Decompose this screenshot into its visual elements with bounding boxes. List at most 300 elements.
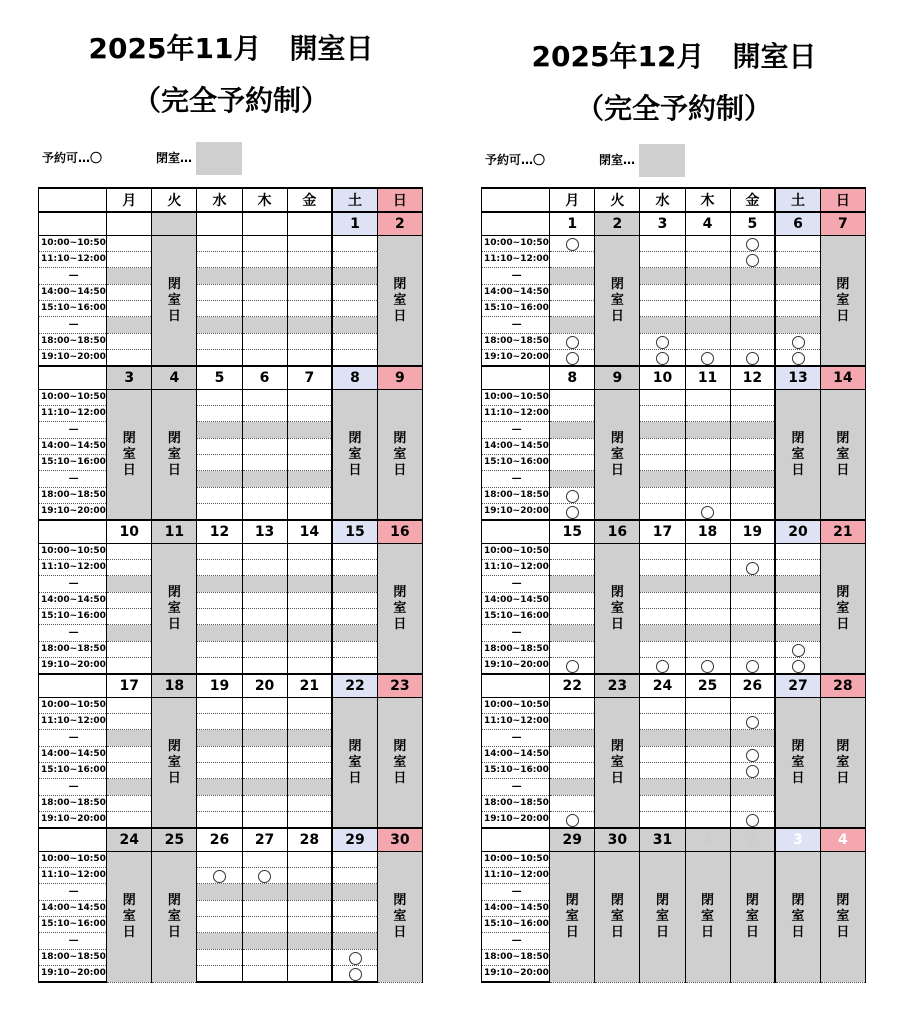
slot-cell[interactable] xyxy=(287,504,332,521)
slot-cell[interactable] xyxy=(107,268,152,285)
slot-cell[interactable] xyxy=(685,642,730,658)
slot-cell[interactable] xyxy=(685,658,730,675)
slot-cell[interactable] xyxy=(197,917,242,933)
slot-cell[interactable] xyxy=(287,285,332,301)
slot-cell[interactable] xyxy=(242,763,287,779)
slot-cell[interactable] xyxy=(242,471,287,488)
slot-cell[interactable] xyxy=(775,268,820,285)
slot-cell[interactable] xyxy=(640,471,685,488)
slot-cell[interactable] xyxy=(332,268,377,285)
slot-cell[interactable] xyxy=(685,763,730,779)
slot-cell[interactable] xyxy=(287,763,332,779)
slot-cell[interactable] xyxy=(685,560,730,576)
slot-cell[interactable] xyxy=(685,779,730,796)
slot-cell[interactable] xyxy=(242,950,287,966)
slot-cell[interactable] xyxy=(640,763,685,779)
slot-cell[interactable] xyxy=(640,439,685,455)
slot-cell[interactable] xyxy=(640,285,685,301)
slot-cell[interactable] xyxy=(685,406,730,422)
slot-cell[interactable] xyxy=(332,852,377,868)
slot-cell[interactable] xyxy=(197,301,242,317)
available-mark-icon[interactable] xyxy=(213,870,226,883)
available-mark-icon[interactable] xyxy=(656,660,669,673)
slot-cell[interactable] xyxy=(242,544,287,560)
slot-cell[interactable] xyxy=(332,966,377,983)
available-mark-icon[interactable] xyxy=(258,870,271,883)
slot-cell[interactable] xyxy=(775,252,820,268)
slot-cell[interactable] xyxy=(242,334,287,350)
slot-cell[interactable] xyxy=(685,236,730,252)
slot-cell[interactable] xyxy=(107,730,152,747)
slot-cell[interactable] xyxy=(550,439,595,455)
slot-cell[interactable] xyxy=(730,544,775,560)
slot-cell[interactable] xyxy=(197,268,242,285)
slot-cell[interactable] xyxy=(287,933,332,950)
slot-cell[interactable] xyxy=(550,544,595,560)
slot-cell[interactable] xyxy=(332,317,377,334)
slot-cell[interactable] xyxy=(287,779,332,796)
slot-cell[interactable] xyxy=(107,560,152,576)
slot-cell[interactable] xyxy=(730,301,775,317)
slot-cell[interactable] xyxy=(550,406,595,422)
slot-cell[interactable] xyxy=(242,439,287,455)
available-mark-icon[interactable] xyxy=(746,716,759,729)
slot-cell[interactable] xyxy=(287,593,332,609)
slot-cell[interactable] xyxy=(197,439,242,455)
slot-cell[interactable] xyxy=(332,868,377,884)
slot-cell[interactable] xyxy=(242,868,287,884)
slot-cell[interactable] xyxy=(107,625,152,642)
slot-cell[interactable] xyxy=(640,560,685,576)
slot-cell[interactable] xyxy=(107,812,152,829)
slot-cell[interactable] xyxy=(287,852,332,868)
slot-cell[interactable] xyxy=(685,576,730,593)
slot-cell[interactable] xyxy=(640,730,685,747)
available-mark-icon[interactable] xyxy=(746,660,759,673)
slot-cell[interactable] xyxy=(242,796,287,812)
slot-cell[interactable] xyxy=(730,658,775,675)
slot-cell[interactable] xyxy=(550,625,595,642)
slot-cell[interactable] xyxy=(730,350,775,367)
slot-cell[interactable] xyxy=(332,950,377,966)
slot-cell[interactable] xyxy=(242,317,287,334)
slot-cell[interactable] xyxy=(685,317,730,334)
slot-cell[interactable] xyxy=(550,812,595,829)
slot-cell[interactable] xyxy=(550,422,595,439)
slot-cell[interactable] xyxy=(242,658,287,675)
slot-cell[interactable] xyxy=(332,236,377,252)
slot-cell[interactable] xyxy=(287,471,332,488)
slot-cell[interactable] xyxy=(640,609,685,625)
slot-cell[interactable] xyxy=(640,236,685,252)
slot-cell[interactable] xyxy=(242,252,287,268)
slot-cell[interactable] xyxy=(640,504,685,521)
slot-cell[interactable] xyxy=(197,730,242,747)
available-mark-icon[interactable] xyxy=(746,814,759,827)
slot-cell[interactable] xyxy=(332,593,377,609)
slot-cell[interactable] xyxy=(107,252,152,268)
slot-cell[interactable] xyxy=(197,884,242,901)
slot-cell[interactable] xyxy=(730,334,775,350)
slot-cell[interactable] xyxy=(640,544,685,560)
slot-cell[interactable] xyxy=(685,455,730,471)
slot-cell[interactable] xyxy=(640,252,685,268)
slot-cell[interactable] xyxy=(775,642,820,658)
slot-cell[interactable] xyxy=(685,334,730,350)
slot-cell[interactable] xyxy=(242,422,287,439)
available-mark-icon[interactable] xyxy=(746,749,759,762)
slot-cell[interactable] xyxy=(550,747,595,763)
slot-cell[interactable] xyxy=(685,301,730,317)
slot-cell[interactable] xyxy=(242,576,287,593)
slot-cell[interactable] xyxy=(242,301,287,317)
slot-cell[interactable] xyxy=(197,642,242,658)
slot-cell[interactable] xyxy=(197,868,242,884)
slot-cell[interactable] xyxy=(550,779,595,796)
slot-cell[interactable] xyxy=(287,698,332,714)
slot-cell[interactable] xyxy=(550,390,595,406)
slot-cell[interactable] xyxy=(640,350,685,367)
available-mark-icon[interactable] xyxy=(746,562,759,575)
available-mark-icon[interactable] xyxy=(566,660,579,673)
slot-cell[interactable] xyxy=(197,658,242,675)
available-mark-icon[interactable] xyxy=(792,336,805,349)
slot-cell[interactable] xyxy=(197,560,242,576)
slot-cell[interactable] xyxy=(242,593,287,609)
available-mark-icon[interactable] xyxy=(349,952,362,965)
slot-cell[interactable] xyxy=(107,576,152,593)
slot-cell[interactable] xyxy=(640,301,685,317)
slot-cell[interactable] xyxy=(107,350,152,367)
slot-cell[interactable] xyxy=(107,796,152,812)
slot-cell[interactable] xyxy=(685,488,730,504)
slot-cell[interactable] xyxy=(550,730,595,747)
slot-cell[interactable] xyxy=(775,609,820,625)
slot-cell[interactable] xyxy=(197,544,242,560)
slot-cell[interactable] xyxy=(197,901,242,917)
slot-cell[interactable] xyxy=(730,576,775,593)
slot-cell[interactable] xyxy=(197,406,242,422)
slot-cell[interactable] xyxy=(287,301,332,317)
slot-cell[interactable] xyxy=(287,796,332,812)
slot-cell[interactable] xyxy=(640,812,685,829)
slot-cell[interactable] xyxy=(775,334,820,350)
available-mark-icon[interactable] xyxy=(566,352,579,365)
slot-cell[interactable] xyxy=(550,593,595,609)
slot-cell[interactable] xyxy=(242,917,287,933)
slot-cell[interactable] xyxy=(287,576,332,593)
available-mark-icon[interactable] xyxy=(566,336,579,349)
slot-cell[interactable] xyxy=(287,642,332,658)
slot-cell[interactable] xyxy=(640,779,685,796)
slot-cell[interactable] xyxy=(730,625,775,642)
slot-cell[interactable] xyxy=(730,268,775,285)
slot-cell[interactable] xyxy=(287,560,332,576)
slot-cell[interactable] xyxy=(730,642,775,658)
slot-cell[interactable] xyxy=(685,252,730,268)
slot-cell[interactable] xyxy=(287,868,332,884)
slot-cell[interactable] xyxy=(730,406,775,422)
slot-cell[interactable] xyxy=(640,658,685,675)
slot-cell[interactable] xyxy=(685,812,730,829)
slot-cell[interactable] xyxy=(242,698,287,714)
slot-cell[interactable] xyxy=(640,642,685,658)
slot-cell[interactable] xyxy=(775,593,820,609)
slot-cell[interactable] xyxy=(107,763,152,779)
available-mark-icon[interactable] xyxy=(746,238,759,251)
slot-cell[interactable] xyxy=(197,334,242,350)
available-mark-icon[interactable] xyxy=(701,506,714,519)
slot-cell[interactable] xyxy=(640,268,685,285)
slot-cell[interactable] xyxy=(287,658,332,675)
slot-cell[interactable] xyxy=(685,698,730,714)
slot-cell[interactable] xyxy=(107,236,152,252)
slot-cell[interactable] xyxy=(197,609,242,625)
slot-cell[interactable] xyxy=(550,763,595,779)
slot-cell[interactable] xyxy=(730,504,775,521)
slot-cell[interactable] xyxy=(332,560,377,576)
slot-cell[interactable] xyxy=(730,252,775,268)
slot-cell[interactable] xyxy=(550,642,595,658)
slot-cell[interactable] xyxy=(287,544,332,560)
slot-cell[interactable] xyxy=(197,812,242,829)
slot-cell[interactable] xyxy=(107,714,152,730)
slot-cell[interactable] xyxy=(775,350,820,367)
slot-cell[interactable] xyxy=(640,698,685,714)
slot-cell[interactable] xyxy=(197,252,242,268)
slot-cell[interactable] xyxy=(550,236,595,252)
slot-cell[interactable] xyxy=(685,544,730,560)
slot-cell[interactable] xyxy=(197,576,242,593)
slot-cell[interactable] xyxy=(550,796,595,812)
slot-cell[interactable] xyxy=(287,884,332,901)
slot-cell[interactable] xyxy=(550,658,595,675)
slot-cell[interactable] xyxy=(640,747,685,763)
slot-cell[interactable] xyxy=(640,714,685,730)
slot-cell[interactable] xyxy=(775,285,820,301)
slot-cell[interactable] xyxy=(332,642,377,658)
slot-cell[interactable] xyxy=(287,455,332,471)
slot-cell[interactable] xyxy=(197,933,242,950)
slot-cell[interactable] xyxy=(242,625,287,642)
slot-cell[interactable] xyxy=(332,933,377,950)
slot-cell[interactable] xyxy=(332,544,377,560)
slot-cell[interactable] xyxy=(685,609,730,625)
slot-cell[interactable] xyxy=(730,439,775,455)
available-mark-icon[interactable] xyxy=(701,660,714,673)
slot-cell[interactable] xyxy=(287,422,332,439)
slot-cell[interactable] xyxy=(640,422,685,439)
slot-cell[interactable] xyxy=(107,593,152,609)
slot-cell[interactable] xyxy=(107,301,152,317)
slot-cell[interactable] xyxy=(685,422,730,439)
slot-cell[interactable] xyxy=(107,317,152,334)
slot-cell[interactable] xyxy=(332,285,377,301)
slot-cell[interactable] xyxy=(287,406,332,422)
slot-cell[interactable] xyxy=(242,901,287,917)
slot-cell[interactable] xyxy=(242,714,287,730)
slot-cell[interactable] xyxy=(775,576,820,593)
slot-cell[interactable] xyxy=(640,488,685,504)
slot-cell[interactable] xyxy=(550,471,595,488)
slot-cell[interactable] xyxy=(287,252,332,268)
slot-cell[interactable] xyxy=(640,390,685,406)
slot-cell[interactable] xyxy=(287,488,332,504)
slot-cell[interactable] xyxy=(550,317,595,334)
slot-cell[interactable] xyxy=(242,406,287,422)
slot-cell[interactable] xyxy=(730,593,775,609)
available-mark-icon[interactable] xyxy=(656,352,669,365)
available-mark-icon[interactable] xyxy=(656,336,669,349)
slot-cell[interactable] xyxy=(685,747,730,763)
slot-cell[interactable] xyxy=(550,268,595,285)
slot-cell[interactable] xyxy=(242,560,287,576)
slot-cell[interactable] xyxy=(197,714,242,730)
available-mark-icon[interactable] xyxy=(792,352,805,365)
slot-cell[interactable] xyxy=(775,560,820,576)
slot-cell[interactable] xyxy=(640,576,685,593)
slot-cell[interactable] xyxy=(197,390,242,406)
available-mark-icon[interactable] xyxy=(746,352,759,365)
slot-cell[interactable] xyxy=(550,609,595,625)
slot-cell[interactable] xyxy=(242,642,287,658)
slot-cell[interactable] xyxy=(287,350,332,367)
available-mark-icon[interactable] xyxy=(349,968,362,981)
slot-cell[interactable] xyxy=(730,730,775,747)
available-mark-icon[interactable] xyxy=(566,506,579,519)
slot-cell[interactable] xyxy=(685,714,730,730)
slot-cell[interactable] xyxy=(197,747,242,763)
available-mark-icon[interactable] xyxy=(566,238,579,251)
slot-cell[interactable] xyxy=(332,334,377,350)
slot-cell[interactable] xyxy=(730,698,775,714)
slot-cell[interactable] xyxy=(550,488,595,504)
slot-cell[interactable] xyxy=(685,439,730,455)
slot-cell[interactable] xyxy=(685,593,730,609)
slot-cell[interactable] xyxy=(242,504,287,521)
slot-cell[interactable] xyxy=(775,236,820,252)
slot-cell[interactable] xyxy=(242,779,287,796)
slot-cell[interactable] xyxy=(197,504,242,521)
slot-cell[interactable] xyxy=(107,658,152,675)
slot-cell[interactable] xyxy=(730,609,775,625)
slot-cell[interactable] xyxy=(550,334,595,350)
slot-cell[interactable] xyxy=(332,917,377,933)
slot-cell[interactable] xyxy=(332,301,377,317)
slot-cell[interactable] xyxy=(730,763,775,779)
slot-cell[interactable] xyxy=(332,350,377,367)
slot-cell[interactable] xyxy=(242,488,287,504)
slot-cell[interactable] xyxy=(197,236,242,252)
slot-cell[interactable] xyxy=(197,285,242,301)
slot-cell[interactable] xyxy=(775,544,820,560)
slot-cell[interactable] xyxy=(197,317,242,334)
available-mark-icon[interactable] xyxy=(746,254,759,267)
slot-cell[interactable] xyxy=(640,593,685,609)
slot-cell[interactable] xyxy=(775,658,820,675)
slot-cell[interactable] xyxy=(640,334,685,350)
slot-cell[interactable] xyxy=(242,455,287,471)
slot-cell[interactable] xyxy=(640,625,685,642)
slot-cell[interactable] xyxy=(242,747,287,763)
slot-cell[interactable] xyxy=(107,642,152,658)
slot-cell[interactable] xyxy=(332,625,377,642)
slot-cell[interactable] xyxy=(730,422,775,439)
slot-cell[interactable] xyxy=(550,504,595,521)
slot-cell[interactable] xyxy=(730,488,775,504)
slot-cell[interactable] xyxy=(730,560,775,576)
available-mark-icon[interactable] xyxy=(792,644,805,657)
slot-cell[interactable] xyxy=(332,658,377,675)
slot-cell[interactable] xyxy=(550,285,595,301)
slot-cell[interactable] xyxy=(197,966,242,983)
slot-cell[interactable] xyxy=(550,455,595,471)
slot-cell[interactable] xyxy=(685,504,730,521)
slot-cell[interactable] xyxy=(730,779,775,796)
slot-cell[interactable] xyxy=(640,796,685,812)
slot-cell[interactable] xyxy=(197,593,242,609)
slot-cell[interactable] xyxy=(197,698,242,714)
slot-cell[interactable] xyxy=(287,609,332,625)
slot-cell[interactable] xyxy=(775,301,820,317)
slot-cell[interactable] xyxy=(685,268,730,285)
slot-cell[interactable] xyxy=(287,950,332,966)
slot-cell[interactable] xyxy=(775,317,820,334)
slot-cell[interactable] xyxy=(332,576,377,593)
slot-cell[interactable] xyxy=(640,455,685,471)
slot-cell[interactable] xyxy=(550,252,595,268)
slot-cell[interactable] xyxy=(550,301,595,317)
slot-cell[interactable] xyxy=(287,236,332,252)
slot-cell[interactable] xyxy=(730,747,775,763)
slot-cell[interactable] xyxy=(287,901,332,917)
slot-cell[interactable] xyxy=(197,950,242,966)
slot-cell[interactable] xyxy=(730,796,775,812)
slot-cell[interactable] xyxy=(197,852,242,868)
slot-cell[interactable] xyxy=(287,334,332,350)
slot-cell[interactable] xyxy=(197,471,242,488)
slot-cell[interactable] xyxy=(730,471,775,488)
available-mark-icon[interactable] xyxy=(566,814,579,827)
slot-cell[interactable] xyxy=(550,714,595,730)
slot-cell[interactable] xyxy=(242,236,287,252)
slot-cell[interactable] xyxy=(242,933,287,950)
slot-cell[interactable] xyxy=(685,390,730,406)
slot-cell[interactable] xyxy=(242,285,287,301)
slot-cell[interactable] xyxy=(242,884,287,901)
slot-cell[interactable] xyxy=(197,488,242,504)
slot-cell[interactable] xyxy=(197,763,242,779)
slot-cell[interactable] xyxy=(685,471,730,488)
slot-cell[interactable] xyxy=(730,317,775,334)
slot-cell[interactable] xyxy=(287,625,332,642)
slot-cell[interactable] xyxy=(197,796,242,812)
slot-cell[interactable] xyxy=(197,625,242,642)
slot-cell[interactable] xyxy=(640,406,685,422)
available-mark-icon[interactable] xyxy=(792,660,805,673)
slot-cell[interactable] xyxy=(685,796,730,812)
slot-cell[interactable] xyxy=(242,268,287,285)
slot-cell[interactable] xyxy=(242,609,287,625)
slot-cell[interactable] xyxy=(332,609,377,625)
slot-cell[interactable] xyxy=(242,812,287,829)
available-mark-icon[interactable] xyxy=(746,765,759,778)
slot-cell[interactable] xyxy=(287,730,332,747)
slot-cell[interactable] xyxy=(332,884,377,901)
slot-cell[interactable] xyxy=(332,252,377,268)
slot-cell[interactable] xyxy=(287,812,332,829)
slot-cell[interactable] xyxy=(107,609,152,625)
